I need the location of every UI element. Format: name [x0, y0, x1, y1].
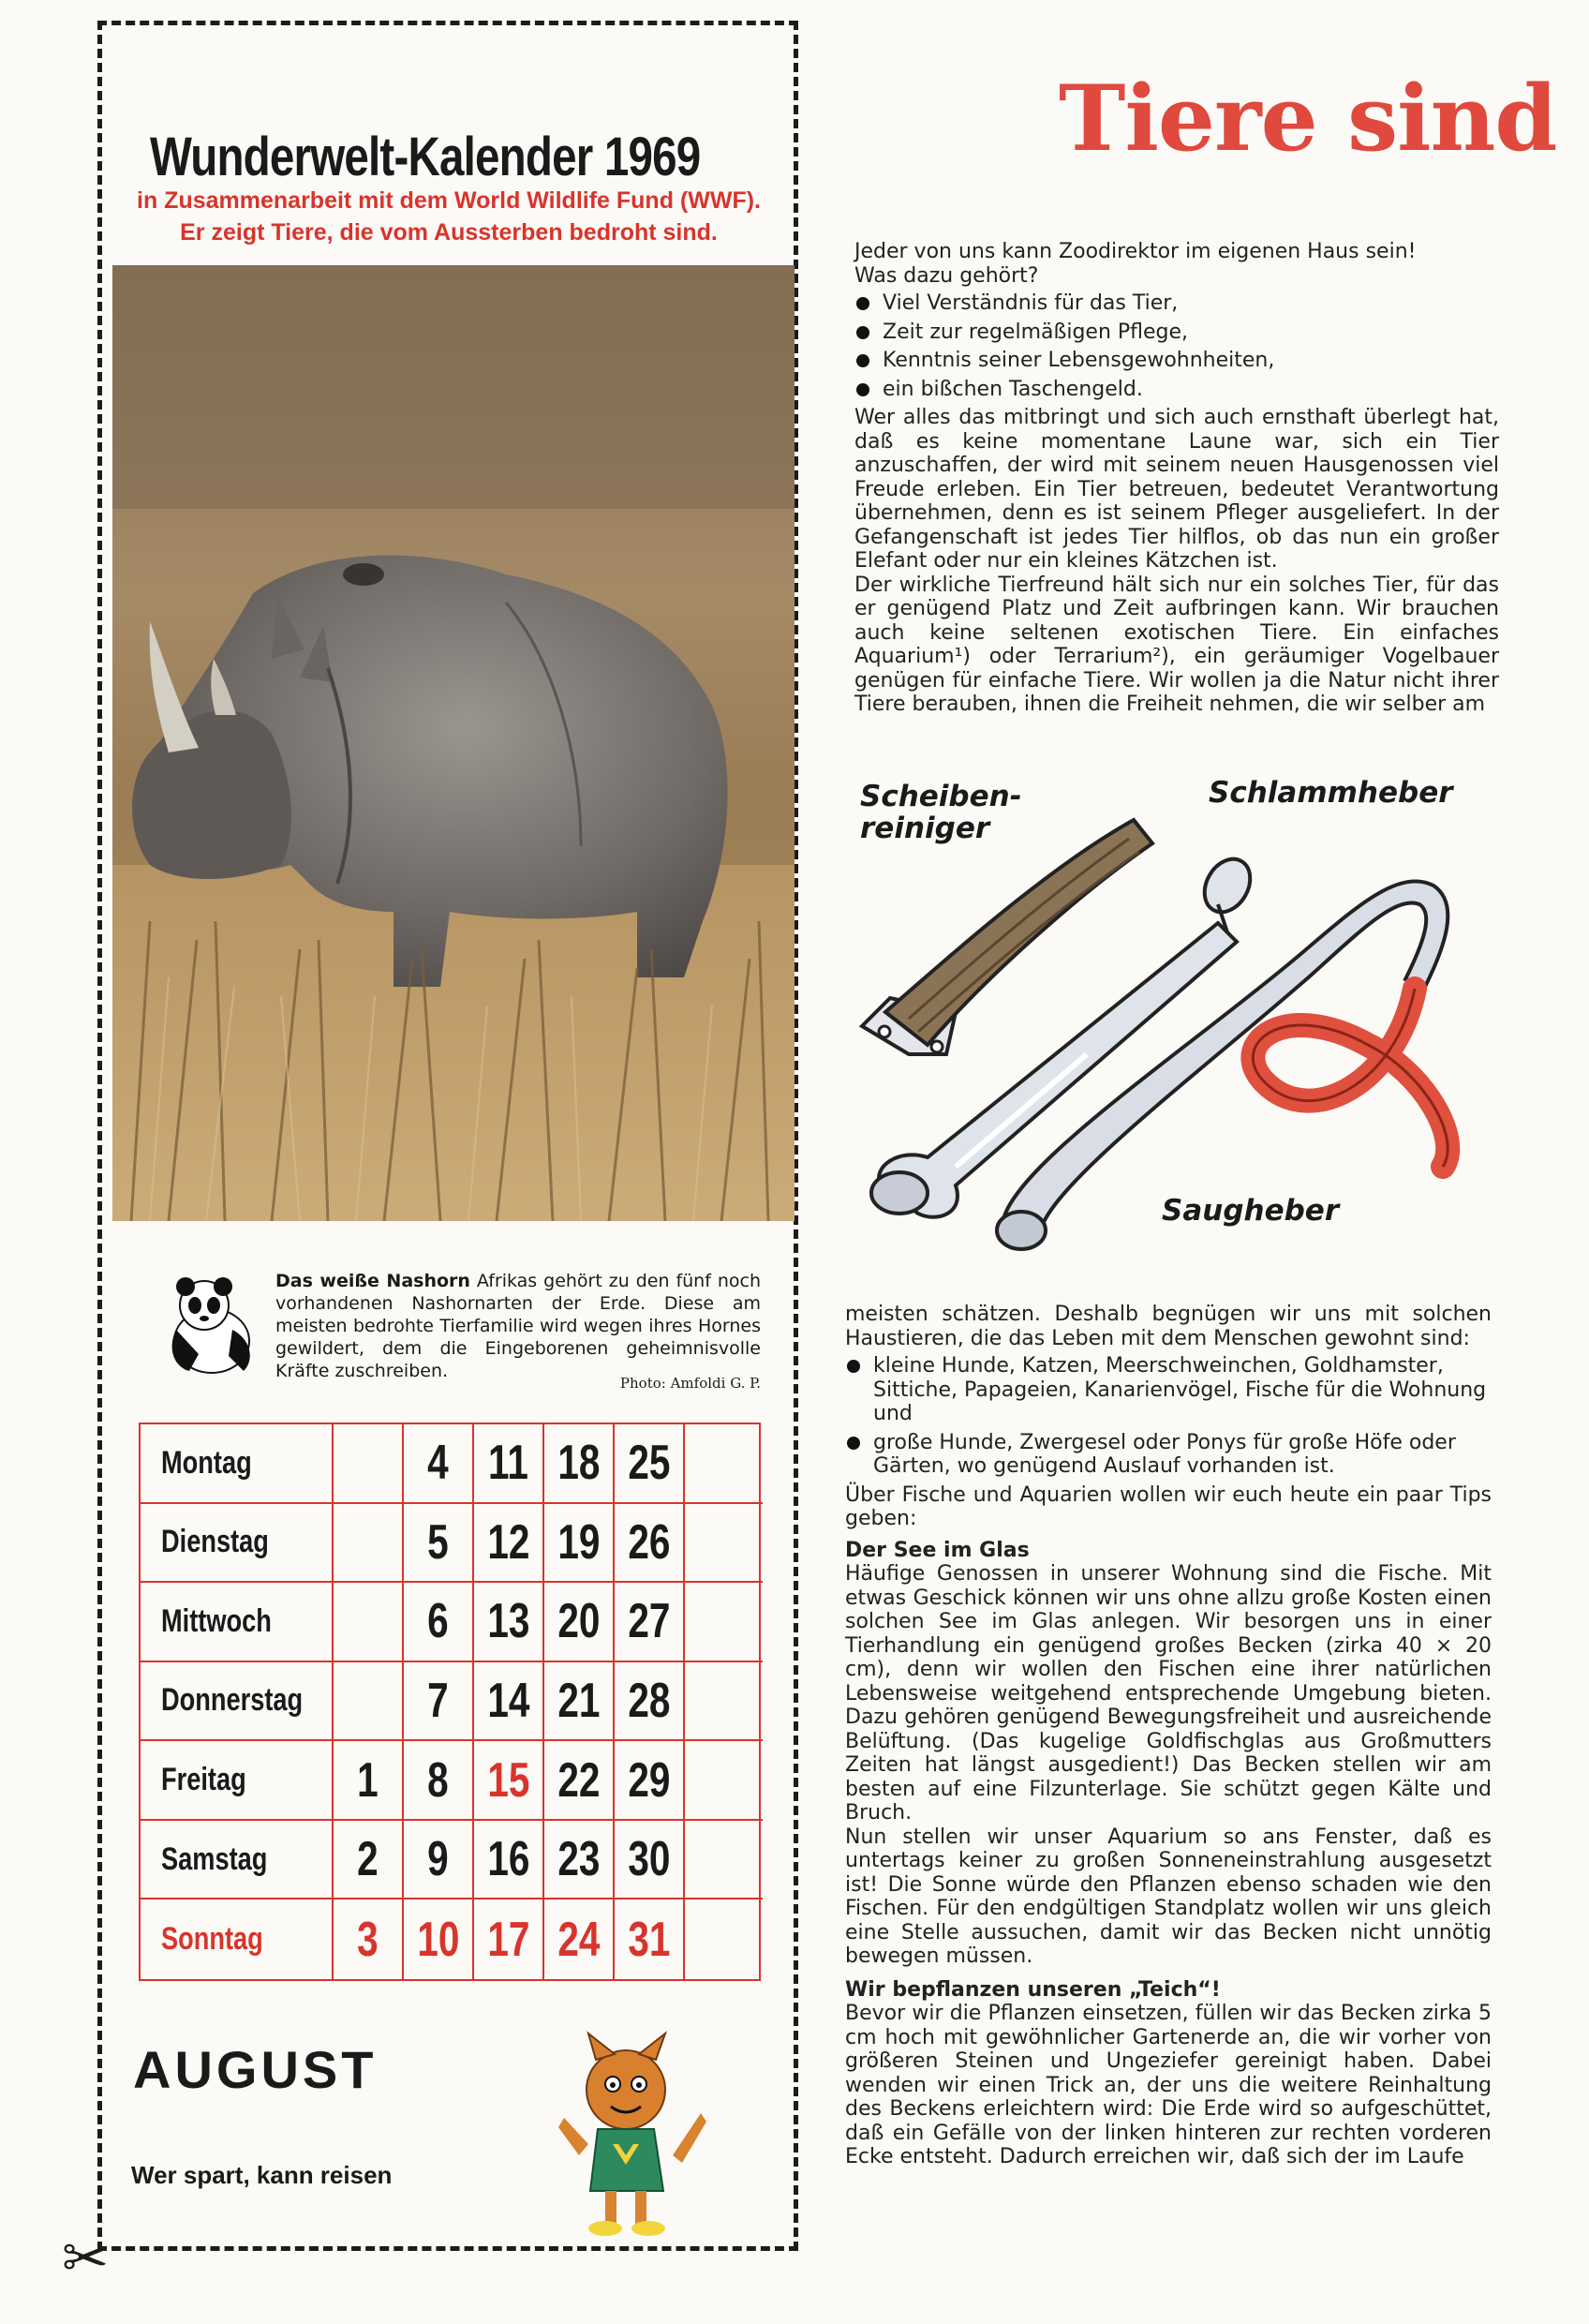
list-item: Zeit zur regelmäßigen Pflege,: [854, 320, 1499, 345]
calendar-grid: [139, 1423, 761, 1981]
calendar-subtitle-line2: Er zeigt Tiere, die vom Aussterben bedroht sind.: [180, 219, 718, 246]
paragraph-3: meisten schätzen. Deshalb begnügen wir uns mit solchen Haustieren, die das Leben mit dem Menschen gewohnt sind:: [845, 1303, 1492, 1350]
day-name-cell: [141, 1741, 334, 1821]
date-cell: [544, 1424, 615, 1504]
date-number: 27: [627, 1594, 671, 1649]
day-name: Montag: [161, 1444, 252, 1481]
day-name-cell: [141, 1424, 334, 1504]
day-name: Samstag: [161, 1840, 268, 1877]
date-number: 2: [357, 1832, 379, 1887]
paragraph-2: Der wirkliche Tierfreund hält sich nur ein solches Tier, für das er genügend Platz und Zeit aufbringen kann. Wir brauchen auch keine seltenen exotischen Tiere. Ein einfaches Aquarium¹) oder Terrarium²), ein geräumiger Vogelbauer genügen für einfache Tiere. Wir wollen ja die Natur nicht ihrer Tiere berauben, ihnen die Freiheit nehmen, die wir selber am: [854, 573, 1499, 716]
article-heading: Tiere sind: [1059, 66, 1557, 171]
date-number: 7: [427, 1673, 449, 1728]
date-cell: [334, 1583, 404, 1662]
list-item: Kenntnis seiner Lebensgewohnheiten,: [854, 349, 1499, 373]
needs-list: [854, 291, 1499, 401]
list-item: große Hunde, Zwergesel oder Ponys für große Höfe oder Gärten, wo genügend Auslauf vorhanden ist.: [845, 1431, 1492, 1479]
date-number: 5: [427, 1514, 449, 1570]
day-name: Dienstag: [161, 1524, 269, 1560]
date-number: 3: [357, 1912, 379, 1967]
date-number: 31: [627, 1912, 671, 1967]
date-cell: [474, 1741, 544, 1821]
date-number: 30: [627, 1832, 671, 1887]
day-name-cell: [141, 1504, 334, 1584]
date-cell: [474, 1583, 544, 1662]
date-number: 19: [557, 1514, 601, 1570]
date-cell: [544, 1741, 615, 1821]
intro-line-1: Jeder von uns kann Zoodirektor im eigenen Haus sein!: [854, 240, 1417, 263]
aquarium-tools-illustration: [843, 773, 1499, 1260]
date-cell: [685, 1662, 763, 1742]
date-cell: [615, 1424, 685, 1504]
date-cell: [615, 1899, 685, 1979]
date-number: 8: [427, 1752, 449, 1808]
mascot-illustration: [551, 2024, 710, 2240]
date-number: 11: [488, 1436, 528, 1491]
date-cell: [544, 1821, 615, 1900]
date-number: 29: [627, 1752, 671, 1808]
date-cell: [334, 1662, 404, 1742]
date-cell: [334, 1424, 404, 1504]
paragraph-6: Nun stellen wir unser Aquarium so ans Fenster, daß es untertags keiner zu großen Sonneneinstrahlung ausgesetzt ist! Die Sonne würde den Pflanzen ebenso schaden wie den Fischen. Für den endgültigen Standplatz wollen wir uns gleich eine Stelle aussuchen, damit wir das Becken nicht unnötig bewegen müssen.: [845, 1825, 1492, 1968]
date-number: 26: [627, 1514, 671, 1570]
caption-title: Das weiße Nashorn: [275, 1271, 470, 1291]
date-cell: [404, 1741, 474, 1821]
day-name-cell: [141, 1583, 334, 1662]
paragraph-4: Über Fische und Aquarien wollen wir euch heute ein paar Tips geben:: [845, 1482, 1492, 1530]
date-cell: [544, 1583, 615, 1662]
caption-body: Afrikas gehört zu den fünf noch vorhandenen Nashornarten der Erde. Diese am meisten bedrohte Tierfamilie wird wegen ihres Hornes gewildert, dem die Eingeborenen geheimnisvolle Kräfte zuschreiben.: [275, 1271, 761, 1381]
date-number: 9: [427, 1832, 449, 1887]
intro-line-2: Was dazu gehört?: [854, 263, 1039, 288]
list-item: kleine Hunde, Katzen, Meerschweinchen, Goldhamster, Sittiche, Papageien, Kanarienvögel, Fische für die Wohnung und: [845, 1354, 1492, 1426]
date-number: 24: [557, 1912, 601, 1967]
date-cell: [404, 1899, 474, 1979]
date-number: 21: [557, 1673, 601, 1728]
date-cell: [685, 1583, 763, 1662]
date-cell: [685, 1899, 763, 1979]
date-cell: [404, 1424, 474, 1504]
label-schlammheber: Schlammheber: [1209, 776, 1453, 810]
photo-caption: [157, 1270, 766, 1392]
paragraph-5: Häufige Genossen in unserer Wohnung sind die Fische. Mit etwas Geschick können wir uns ohne allzu große Kosten einen solchen See im Glas anlegen. Wir besorgen uns in einer Tierhandlung ein genügend großes Becken (zirka 40 × 20 cm), denn wir wollen den Fischen eine ihrer natürlichen Lebensweise weitgehend entsprechende Umgebung bieten. Dazu gehören genügend Bewegungsfreiheit und ausreichende Belüftung. (Das kugelige Goldfischglas aus Großmutters Zeiten hat längst ausgedient!) Das Becken stellen wir am besten auf eine Filzunterlage. Sie schützt gegen Kälte und Bruch.: [845, 1562, 1492, 1825]
date-cell: [474, 1899, 544, 1979]
date-number: 1: [357, 1752, 379, 1808]
date-cell: [685, 1741, 763, 1821]
date-cell: [615, 1583, 685, 1662]
month-name: AUGUST: [133, 2040, 378, 2099]
date-number: 15: [486, 1752, 530, 1808]
date-cell: [474, 1821, 544, 1900]
date-cell: [334, 1504, 404, 1584]
date-cell: [544, 1662, 615, 1742]
date-cell: [544, 1504, 615, 1584]
slogan: Wer spart, kann reisen: [131, 2161, 393, 2189]
pets-list: [845, 1354, 1492, 1479]
date-cell: [474, 1662, 544, 1742]
date-cell: [615, 1821, 685, 1900]
article-bottom-column: [845, 1303, 1492, 2169]
date-number: 28: [627, 1673, 671, 1728]
list-item: Viel Verständnis für das Tier,: [854, 291, 1499, 316]
day-name-cell: [141, 1821, 334, 1900]
date-number: 17: [486, 1912, 530, 1967]
date-number: 6: [427, 1594, 449, 1649]
label-saugheber: Saugheber: [1162, 1194, 1340, 1228]
caption-text: [275, 1270, 761, 1382]
date-cell: [474, 1424, 544, 1504]
date-cell: [685, 1821, 763, 1900]
date-number: 10: [416, 1912, 460, 1967]
section-heading-2: Wir bepflanzen unseren „Teich“!: [845, 1977, 1221, 2002]
date-cell: [404, 1662, 474, 1742]
date-cell: [404, 1583, 474, 1662]
date-cell: [615, 1662, 685, 1742]
date-cell: [404, 1504, 474, 1584]
date-number: 22: [557, 1752, 601, 1808]
scissors-icon: ✂: [62, 2226, 110, 2291]
date-cell: [474, 1504, 544, 1584]
rhino-photo: [112, 265, 794, 1221]
date-number: 25: [627, 1436, 671, 1491]
date-number: 18: [557, 1436, 601, 1491]
date-cell: [685, 1424, 763, 1504]
calendar-subtitle-line1: in Zusammenarbeit mit dem World Wildlife Fund (WWF).: [137, 187, 761, 214]
day-name: Freitag: [161, 1762, 246, 1798]
paragraph-1: Wer alles das mitbringt und sich auch ernsthaft überlegt hat, daß es keine momentane Laune war, sich ein Tier anzuschaffen, der wird mit seinem neuen Hausgenossen viel Freude erleben. Ein Tier betreuen, bedeutet Verantwortung übernehmen, denn es ist seinem Pfleger ausgeliefert. In der Gefangenschaft ist jedes Tier hilflos, ob das nun ein großer Elefant oder nur ein kleines Kätzchen ist.: [854, 406, 1499, 573]
date-cell: [404, 1821, 474, 1900]
date-number: 12: [486, 1514, 530, 1570]
day-name-cell: [141, 1899, 334, 1979]
date-number: 4: [427, 1436, 449, 1491]
label-scheibenreiniger: Scheiben- reiniger: [860, 780, 1022, 845]
date-number: 16: [486, 1832, 530, 1887]
date-number: 23: [557, 1832, 601, 1887]
photo-credit: Photo: Amfoldi G. P.: [619, 1375, 761, 1392]
day-name: Sonntag: [161, 1921, 263, 1958]
date-cell: [334, 1899, 404, 1979]
date-cell: [615, 1504, 685, 1584]
date-cell: [334, 1741, 404, 1821]
wwf-panda-logo: [157, 1274, 262, 1378]
day-name: Donnerstag: [161, 1682, 304, 1719]
article-top-column: [854, 240, 1499, 717]
date-number: 14: [486, 1673, 530, 1728]
section-heading-1: Der See im Glas: [845, 1538, 1030, 1562]
date-number: 20: [557, 1594, 601, 1649]
date-number: 13: [486, 1594, 530, 1649]
day-name: Mittwoch: [161, 1602, 272, 1639]
date-cell: [685, 1504, 763, 1584]
list-item: ein bißchen Taschengeld.: [854, 378, 1499, 402]
paragraph-7: Bevor wir die Pflanzen einsetzen, füllen wir das Becken zirka 5 cm hoch mit gewöhnlicher Gartenerde an, die wir vorher von größeren Steinen und Ungeziefer gereinigt haben. Dabei wenden wir einen Trick an, der uns die weitere Reinhaltung des Beckens erleichtern wird: Die Erde wird so aufgeschüttet, daß ein Gefälle von der linken hinteren zur rechten vorderen Ecke entsteht. Dadurch erreichen wir, daß sich der im Laufe: [845, 2002, 1492, 2168]
day-name-cell: [141, 1662, 334, 1742]
date-cell: [334, 1821, 404, 1900]
date-cell: [544, 1899, 615, 1979]
calendar-title: Wunderwelt-Kalender 1969: [150, 127, 701, 187]
date-cell: [615, 1741, 685, 1821]
